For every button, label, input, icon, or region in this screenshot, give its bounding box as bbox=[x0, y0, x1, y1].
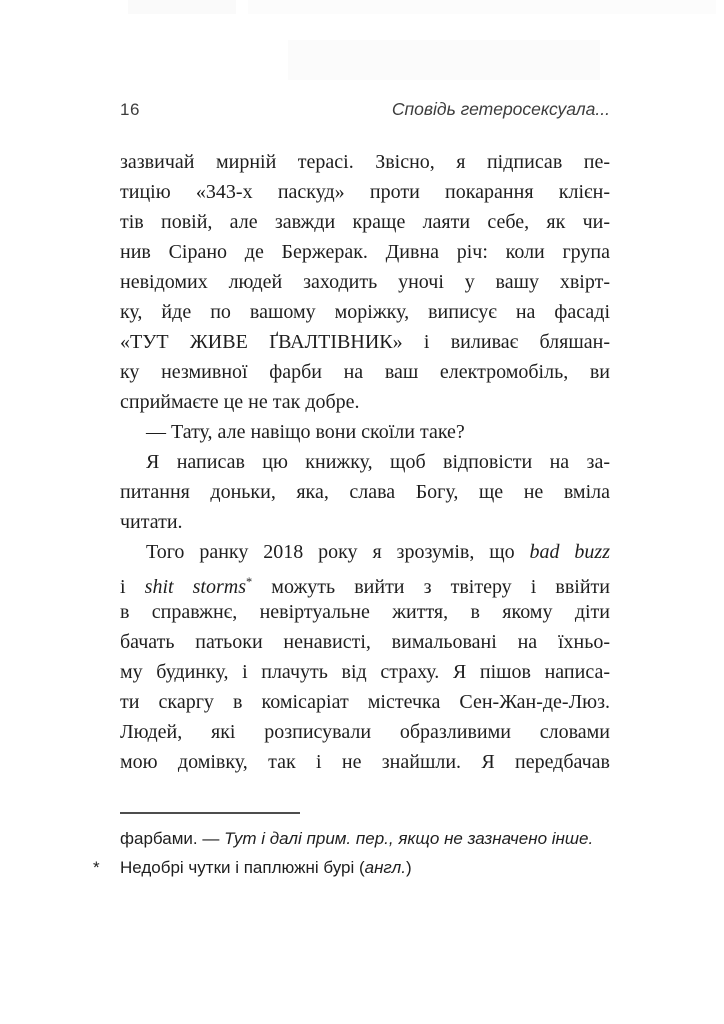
body-line bbox=[120, 387, 610, 417]
text-segment: Я написав цю книжку, щоб відповісти на за- bbox=[146, 451, 610, 473]
body-line bbox=[120, 657, 610, 687]
scan-artifact bbox=[248, 0, 716, 14]
page-number: 16 bbox=[120, 100, 140, 119]
text-segment: читати. bbox=[120, 511, 183, 533]
scan-artifact bbox=[288, 40, 600, 80]
text-segment: невідомих людей заходить уночі у вашу хвірт- bbox=[120, 271, 610, 293]
body-line bbox=[120, 177, 610, 207]
text-segment: тів повій, але завжди краще лаяти себе, як чи- bbox=[120, 211, 610, 233]
text-segment: Недобрі чутки і паплюжні бурі ( bbox=[120, 858, 365, 877]
text-segment: в справжнє, невіртуальне життя, в якому діти bbox=[120, 601, 610, 623]
text-segment: ку, йде по вашому моріжку, виписує на фасаді bbox=[120, 301, 610, 323]
body-line bbox=[120, 597, 610, 627]
body-line bbox=[120, 687, 610, 717]
body-line bbox=[120, 627, 610, 657]
text-segment: англ. bbox=[364, 858, 406, 877]
text-segment: Людей, які розписували образливими словами bbox=[120, 721, 610, 743]
footnote-line bbox=[93, 853, 620, 882]
body-line bbox=[120, 357, 610, 387]
text-segment: тицію «343-х паскуд» проти покарання клієн- bbox=[120, 181, 610, 203]
body-line bbox=[120, 207, 610, 237]
body-line bbox=[120, 327, 610, 357]
text-segment: ку незмивної фарби на ваш електромобіль, ви bbox=[120, 361, 610, 383]
body-line bbox=[120, 567, 610, 597]
text-segment: Того ранку 2018 року я зрозумів, що bbox=[146, 541, 530, 563]
text-segment: «ТУТ ЖИВЕ ҐВАЛТІВНИК» і виливає бляшан- bbox=[120, 331, 610, 353]
body-line bbox=[120, 237, 610, 267]
body-line bbox=[120, 297, 610, 327]
body-line bbox=[120, 717, 610, 747]
body-line bbox=[120, 537, 610, 567]
text-segment: — Тату, але навіщо вони скоїли таке? bbox=[146, 421, 465, 443]
text-segment: shit storms bbox=[144, 575, 246, 598]
text-segment: ти скаргу в комісаріат містечка Сен-Жан-де-Люз. bbox=[120, 691, 610, 713]
text-segment: і bbox=[120, 575, 145, 598]
body-line bbox=[120, 477, 610, 507]
footnote-line bbox=[120, 824, 620, 853]
running-title: Сповідь гетеросексуала... bbox=[391, 99, 610, 119]
text-segment: му будинку, і плачуть від страху. Я пішов написа- bbox=[120, 661, 610, 683]
text-segment: питання доньки, яка, слава Богу, ще не вміла bbox=[120, 481, 610, 503]
body-line bbox=[120, 507, 610, 537]
text-segment: ) bbox=[405, 858, 412, 877]
body-line bbox=[120, 417, 610, 447]
body-line bbox=[120, 267, 610, 297]
text-segment: bad buzz bbox=[529, 541, 610, 563]
body-text bbox=[120, 147, 610, 777]
text-segment: можуть вийти з твітеру і ввійти bbox=[252, 575, 611, 598]
text-segment: фарбами. — bbox=[120, 829, 225, 848]
text-segment: нив Сірано де Бержерак. Дивна річ: коли група bbox=[120, 241, 610, 263]
body-line bbox=[120, 147, 610, 177]
body-line bbox=[120, 447, 610, 477]
page-header bbox=[120, 99, 610, 120]
text-segment: бачать патьоки ненависті, вимальовані на їхньо- bbox=[120, 631, 610, 653]
text-segment: зазвичай мирній терасі. Звісно, я підписав пе- bbox=[120, 151, 610, 173]
text-segment: сприймаєте це не так добре. bbox=[120, 391, 360, 413]
footnotes bbox=[93, 824, 620, 882]
footnote-marker: * bbox=[93, 858, 100, 877]
scan-artifact bbox=[128, 0, 236, 14]
text-segment: Тут і далі прим. пер., якщо не зазначено інше. bbox=[224, 829, 594, 848]
text-segment: * bbox=[246, 575, 253, 589]
body-line bbox=[120, 747, 610, 777]
text-segment: мою домівку, так і не знайшли. Я передбачав bbox=[120, 751, 610, 773]
footnote-rule bbox=[120, 812, 300, 814]
